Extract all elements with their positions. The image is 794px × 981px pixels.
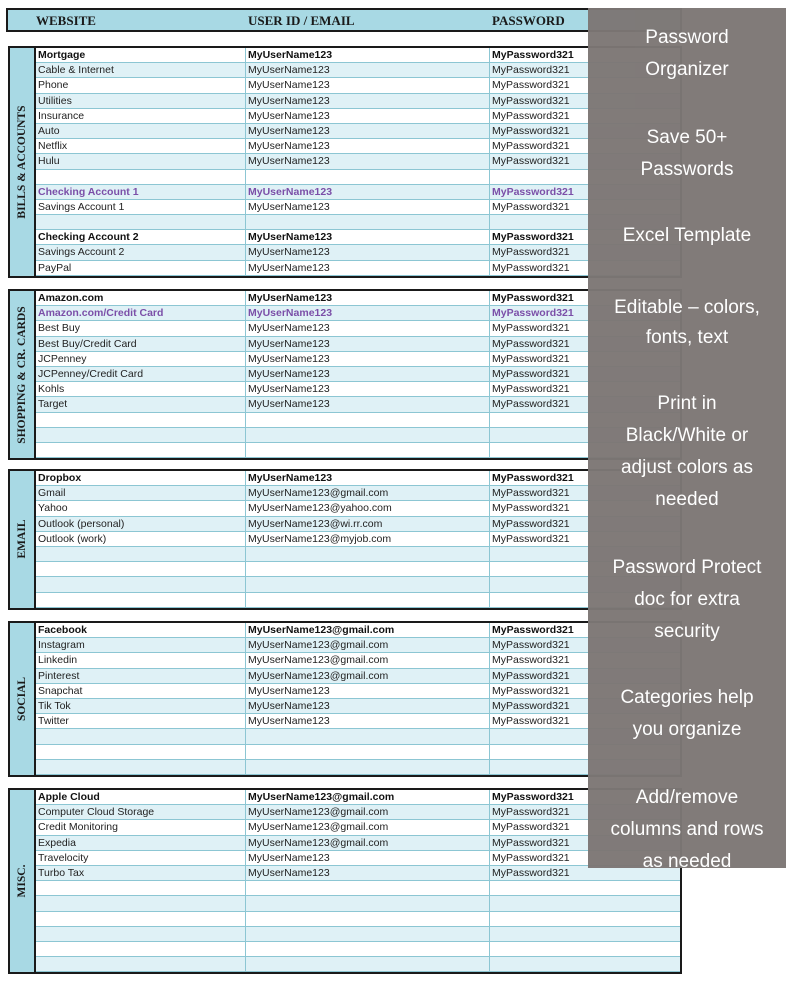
column-divider [245,471,246,608]
table-row[interactable] [36,230,680,245]
table-row[interactable] [36,501,680,516]
table-row[interactable] [36,669,680,684]
column-divider [489,48,490,276]
website-cell[interactable]: Auto [38,124,60,137]
user-email-cell[interactable]: MyUserName123 [248,109,330,122]
table-row[interactable] [36,185,680,200]
user-email-cell[interactable]: MyUserName123 [248,140,330,153]
panel-text-line: Black/White or [625,425,749,446]
panel-text-line: you organize [632,719,742,740]
column-divider [489,790,490,972]
user-email-cell[interactable]: MyUserName123 [248,322,330,335]
table-row[interactable] [36,63,680,78]
website-cell[interactable]: Gmail [38,487,66,500]
password-cell[interactable]: MyPassword321 [492,398,570,411]
user-email-cell[interactable]: MyUserName123@gmail.com [248,487,389,500]
column-divider [245,623,246,775]
table-row[interactable] [36,927,680,942]
password-cell[interactable]: MyPassword321 [492,292,574,304]
user-email-cell[interactable]: MyUserName123 [248,292,333,304]
table-row[interactable] [36,593,680,608]
password-cell[interactable]: MyPassword321 [492,64,570,77]
user-email-cell[interactable]: MyUserName123@gmail.com [248,836,389,849]
website-cell[interactable]: Credit Monitoring [38,821,118,834]
user-email-cell[interactable]: MyUserName123 [248,699,330,712]
panel-text-line: Editable – colors, [614,297,760,318]
panel-text-line: fonts, text [645,327,729,348]
table-row[interactable] [36,912,680,927]
website-cell[interactable]: Facebook [38,624,88,636]
table-row[interactable] [36,790,680,805]
table-row[interactable] [36,245,680,260]
table-row[interactable] [36,942,680,957]
panel-text-line: columns and rows [610,819,764,840]
table-row[interactable] [36,851,680,866]
password-cell[interactable]: MyPassword321 [492,352,570,365]
website-cell[interactable]: Checking Account 1 [38,185,139,198]
panel-text-line: Add/remove [635,787,739,808]
website-cell[interactable]: Mortgage [38,49,86,61]
table-row[interactable] [36,820,680,835]
section-label-sidebar [10,623,36,775]
table-row[interactable] [36,352,680,367]
table-row[interactable] [36,215,680,230]
website-cell[interactable]: Hulu [38,155,60,168]
password-cell[interactable]: MyPassword321 [492,684,570,697]
section-label: SHOPPING & CR. CARDS [16,305,28,444]
website-cell[interactable]: Expedia [38,836,76,849]
website-cell[interactable]: Pinterest [38,669,80,682]
header-user-email: USER ID / EMAIL [248,13,355,28]
table-row[interactable] [36,836,680,851]
password-cell[interactable]: MyPassword321 [492,49,574,61]
table-row[interactable] [36,413,680,428]
table-header [6,8,682,32]
user-email-cell[interactable]: MyUserName123@myjob.com [248,532,392,545]
password-cell[interactable]: MyPassword321 [492,94,570,107]
user-email-cell[interactable]: MyUserName123@gmail.com [248,669,389,682]
user-email-cell[interactable]: MyUserName123 [248,79,330,92]
website-cell[interactable]: Travelocity [38,851,89,864]
table-row[interactable] [36,699,680,714]
table-row[interactable] [36,866,680,881]
table-row[interactable] [36,547,680,562]
table-row[interactable] [36,562,680,577]
password-cell[interactable]: MyPassword321 [492,791,574,803]
section-misc [8,788,682,974]
user-email-cell[interactable]: MyUserName123@gmail.com [248,806,389,819]
table-row[interactable] [36,471,680,486]
website-cell[interactable]: Tik Tok [38,699,71,712]
column-divider [489,291,490,458]
password-cell[interactable]: MyPassword321 [492,472,574,484]
table-row[interactable] [36,78,680,93]
table-row[interactable] [36,745,680,760]
panel-text-line: as needed [642,851,732,872]
table-row[interactable] [36,653,680,668]
table-row[interactable] [36,517,680,532]
table-row[interactable] [36,957,680,972]
section-rows [36,48,680,276]
user-email-cell[interactable]: MyUserName123@gmail.com [248,639,389,652]
password-cell[interactable]: MyPassword321 [492,307,574,320]
table-row[interactable] [36,532,680,547]
table-row[interactable] [36,291,680,306]
user-email-cell[interactable]: MyUserName123 [248,261,330,274]
password-cell[interactable]: MyPassword321 [492,322,570,335]
password-cell[interactable]: MyPassword321 [492,155,570,168]
website-cell[interactable]: Apple Cloud [38,791,100,803]
website-cell[interactable]: Best Buy [38,322,81,335]
section-label: EMAIL [16,519,28,559]
table-row[interactable] [36,367,680,382]
section-label-sidebar [10,471,36,608]
table-row[interactable] [36,638,680,653]
website-cell[interactable]: Instagram [38,639,85,652]
column-divider [489,471,490,608]
password-cell[interactable]: MyPassword321 [492,383,570,396]
header-website: WEBSITE [36,13,96,28]
website-cell[interactable]: Turbo Tax [38,866,85,879]
user-email-cell[interactable]: MyUserName123 [248,185,333,198]
section-rows [36,623,680,775]
user-email-cell[interactable]: MyUserName123 [248,383,330,396]
website-cell[interactable]: Dropbox [38,472,82,484]
website-cell[interactable]: Outlook (work) [38,532,107,545]
password-cell[interactable]: MyPassword321 [492,806,570,819]
table-row[interactable] [36,382,680,397]
section-shopping-cr-cards [8,289,682,460]
user-email-cell[interactable]: MyUserName123@gmail.com [248,654,389,667]
panel-text-line: Print in [657,393,717,414]
user-email-cell[interactable]: MyUserName123 [248,64,330,77]
website-cell[interactable]: Yahoo [38,502,68,515]
user-email-cell[interactable]: MyUserName123 [248,715,330,728]
user-email-cell[interactable]: MyUserName123 [248,200,330,213]
user-email-cell[interactable]: MyUserName123 [248,866,330,879]
user-email-cell[interactable]: MyUserName123 [248,94,330,107]
column-divider [245,291,246,458]
user-email-cell[interactable]: MyUserName123 [248,398,330,411]
table-row[interactable] [36,261,680,276]
user-email-cell[interactable]: MyUserName123 [248,367,330,380]
website-cell[interactable]: Savings Account 2 [38,246,125,259]
password-cell[interactable]: MyPassword321 [492,124,570,137]
password-cell[interactable]: MyPassword321 [492,79,570,92]
password-cell[interactable]: MyPassword321 [492,140,570,153]
table-row[interactable] [36,623,680,638]
website-cell[interactable]: Outlook (personal) [38,517,125,530]
table-row[interactable] [36,94,680,109]
table-row[interactable] [36,896,680,911]
website-cell[interactable]: Twitter [38,715,69,728]
table-row[interactable] [36,486,680,501]
password-cell[interactable]: MyPassword321 [492,337,570,350]
table-row[interactable] [36,306,680,321]
section-label: BILLS & ACCOUNTS [16,105,28,219]
website-cell[interactable]: Kohls [38,383,65,396]
panel-text-line: Categories help [620,687,754,708]
feature-panel [588,8,786,872]
panel-text-line: Excel Template [622,225,752,246]
table-row[interactable] [36,154,680,169]
table-row[interactable] [36,139,680,154]
table-row[interactable] [36,397,680,412]
column-divider [489,623,490,775]
user-email-cell[interactable]: MyUserName123 [248,155,330,168]
password-cell[interactable]: MyPassword321 [492,109,570,122]
website-cell[interactable]: Amazon.com [38,292,104,304]
table-row[interactable] [36,443,680,458]
website-cell[interactable]: JCPenney [38,352,87,365]
user-email-cell[interactable]: MyUserName123 [248,124,330,137]
website-cell[interactable]: Computer Cloud Storage [38,806,155,819]
section-label-sidebar [10,291,36,458]
section-rows [36,291,680,458]
table-row[interactable] [36,881,680,896]
table-row[interactable] [36,109,680,124]
user-email-cell[interactable]: MyUserName123@yahoo.com [248,502,392,515]
website-cell[interactable]: Amazon.com/Credit Card [38,307,164,320]
user-email-cell[interactable]: MyUserName123 [248,231,333,244]
website-cell[interactable]: Utilities [38,94,72,107]
user-email-cell[interactable]: MyUserName123@wi.rr.com [248,517,383,530]
section-rows [36,790,680,972]
password-cell[interactable]: MyPassword321 [492,624,574,636]
password-cell[interactable]: MyPassword321 [492,715,570,728]
user-email-cell[interactable]: MyUserName123 [248,49,333,61]
user-email-cell[interactable]: MyUserName123 [248,337,330,350]
password-cell[interactable]: MyPassword321 [492,200,570,213]
table-row[interactable] [36,684,680,699]
website-cell[interactable]: Savings Account 1 [38,200,125,213]
user-email-cell[interactable]: MyUserName123 [248,851,330,864]
password-cell[interactable]: MyPassword321 [492,866,570,879]
password-cell[interactable]: MyPassword321 [492,502,570,515]
password-cell[interactable]: MyPassword321 [492,669,570,682]
section-label: SOCIAL [16,676,28,722]
panel-text-line: doc for extra [634,589,740,610]
section-label-sidebar [10,48,36,276]
password-cell[interactable]: MyPassword321 [492,246,570,259]
user-email-cell[interactable]: MyUserName123 [248,472,333,484]
panel-text-line: Save 50+ [646,127,728,148]
website-cell[interactable]: PayPal [38,261,72,274]
password-cell[interactable]: MyPassword321 [492,231,574,244]
section-label: MISC. [16,864,28,898]
section-email [8,469,682,610]
password-cell[interactable]: MyPassword321 [492,821,570,834]
section-bills-accounts [8,46,682,278]
table-row[interactable] [36,577,680,592]
user-email-cell[interactable]: MyUserName123 [248,684,330,697]
website-cell[interactable]: Phone [38,79,69,92]
column-divider [245,48,246,276]
website-cell[interactable]: Insurance [38,109,85,122]
table-row[interactable] [36,337,680,352]
password-cell[interactable]: MyPassword321 [492,654,570,667]
password-cell[interactable]: MyPassword321 [492,487,570,500]
password-cell[interactable]: MyPassword321 [492,261,570,274]
website-cell[interactable]: Checking Account 2 [38,231,139,244]
website-cell[interactable]: Cable & Internet [38,64,114,77]
user-email-cell[interactable]: MyUserName123@gmail.com [248,624,395,636]
table-row[interactable] [36,200,680,215]
table-row[interactable] [36,714,680,729]
table-row[interactable] [36,805,680,820]
user-email-cell[interactable]: MyUserName123 [248,307,333,320]
table-row[interactable] [36,729,680,744]
user-email-cell[interactable]: MyUserName123 [248,352,330,365]
user-email-cell[interactable]: MyUserName123@gmail.com [248,821,389,834]
user-email-cell[interactable]: MyUserName123 [248,246,330,259]
panel-text-line: Password Protect [612,557,762,578]
table-row[interactable] [36,760,680,775]
website-cell[interactable]: Target [38,398,68,411]
column-divider [245,790,246,972]
section-rows [36,471,680,608]
password-cell[interactable]: MyPassword321 [492,851,570,864]
panel-text-line: Organizer [645,59,729,80]
website-cell[interactable]: Snapchat [38,684,83,697]
website-cell[interactable]: Netflix [38,140,68,153]
panel-text-line: adjust colors as [620,457,753,478]
password-cell[interactable]: MyPassword321 [492,532,570,545]
panel-text-line: security [654,621,720,642]
table-row[interactable] [36,124,680,139]
table-row[interactable] [36,321,680,336]
password-cell[interactable]: MyPassword321 [492,185,574,198]
panel-text-line: Passwords [640,159,734,180]
table-row[interactable] [36,428,680,443]
table-row[interactable] [36,170,680,185]
table-row[interactable] [36,48,680,63]
website-cell[interactable]: Linkedin [38,654,78,667]
header-password: PASSWORD [492,13,565,28]
website-cell[interactable]: Best Buy/Credit Card [38,337,137,350]
section-label-sidebar [10,790,36,972]
password-cell[interactable]: MyPassword321 [492,517,570,530]
password-cell[interactable]: MyPassword321 [492,836,570,849]
user-email-cell[interactable]: MyUserName123@gmail.com [248,791,395,803]
password-cell[interactable]: MyPassword321 [492,699,570,712]
panel-text-line: needed [655,489,719,510]
password-cell[interactable]: MyPassword321 [492,639,570,652]
password-cell[interactable]: MyPassword321 [492,367,570,380]
panel-text-line: Password [645,27,729,48]
website-cell[interactable]: JCPenney/Credit Card [38,367,144,380]
section-social [8,621,682,777]
